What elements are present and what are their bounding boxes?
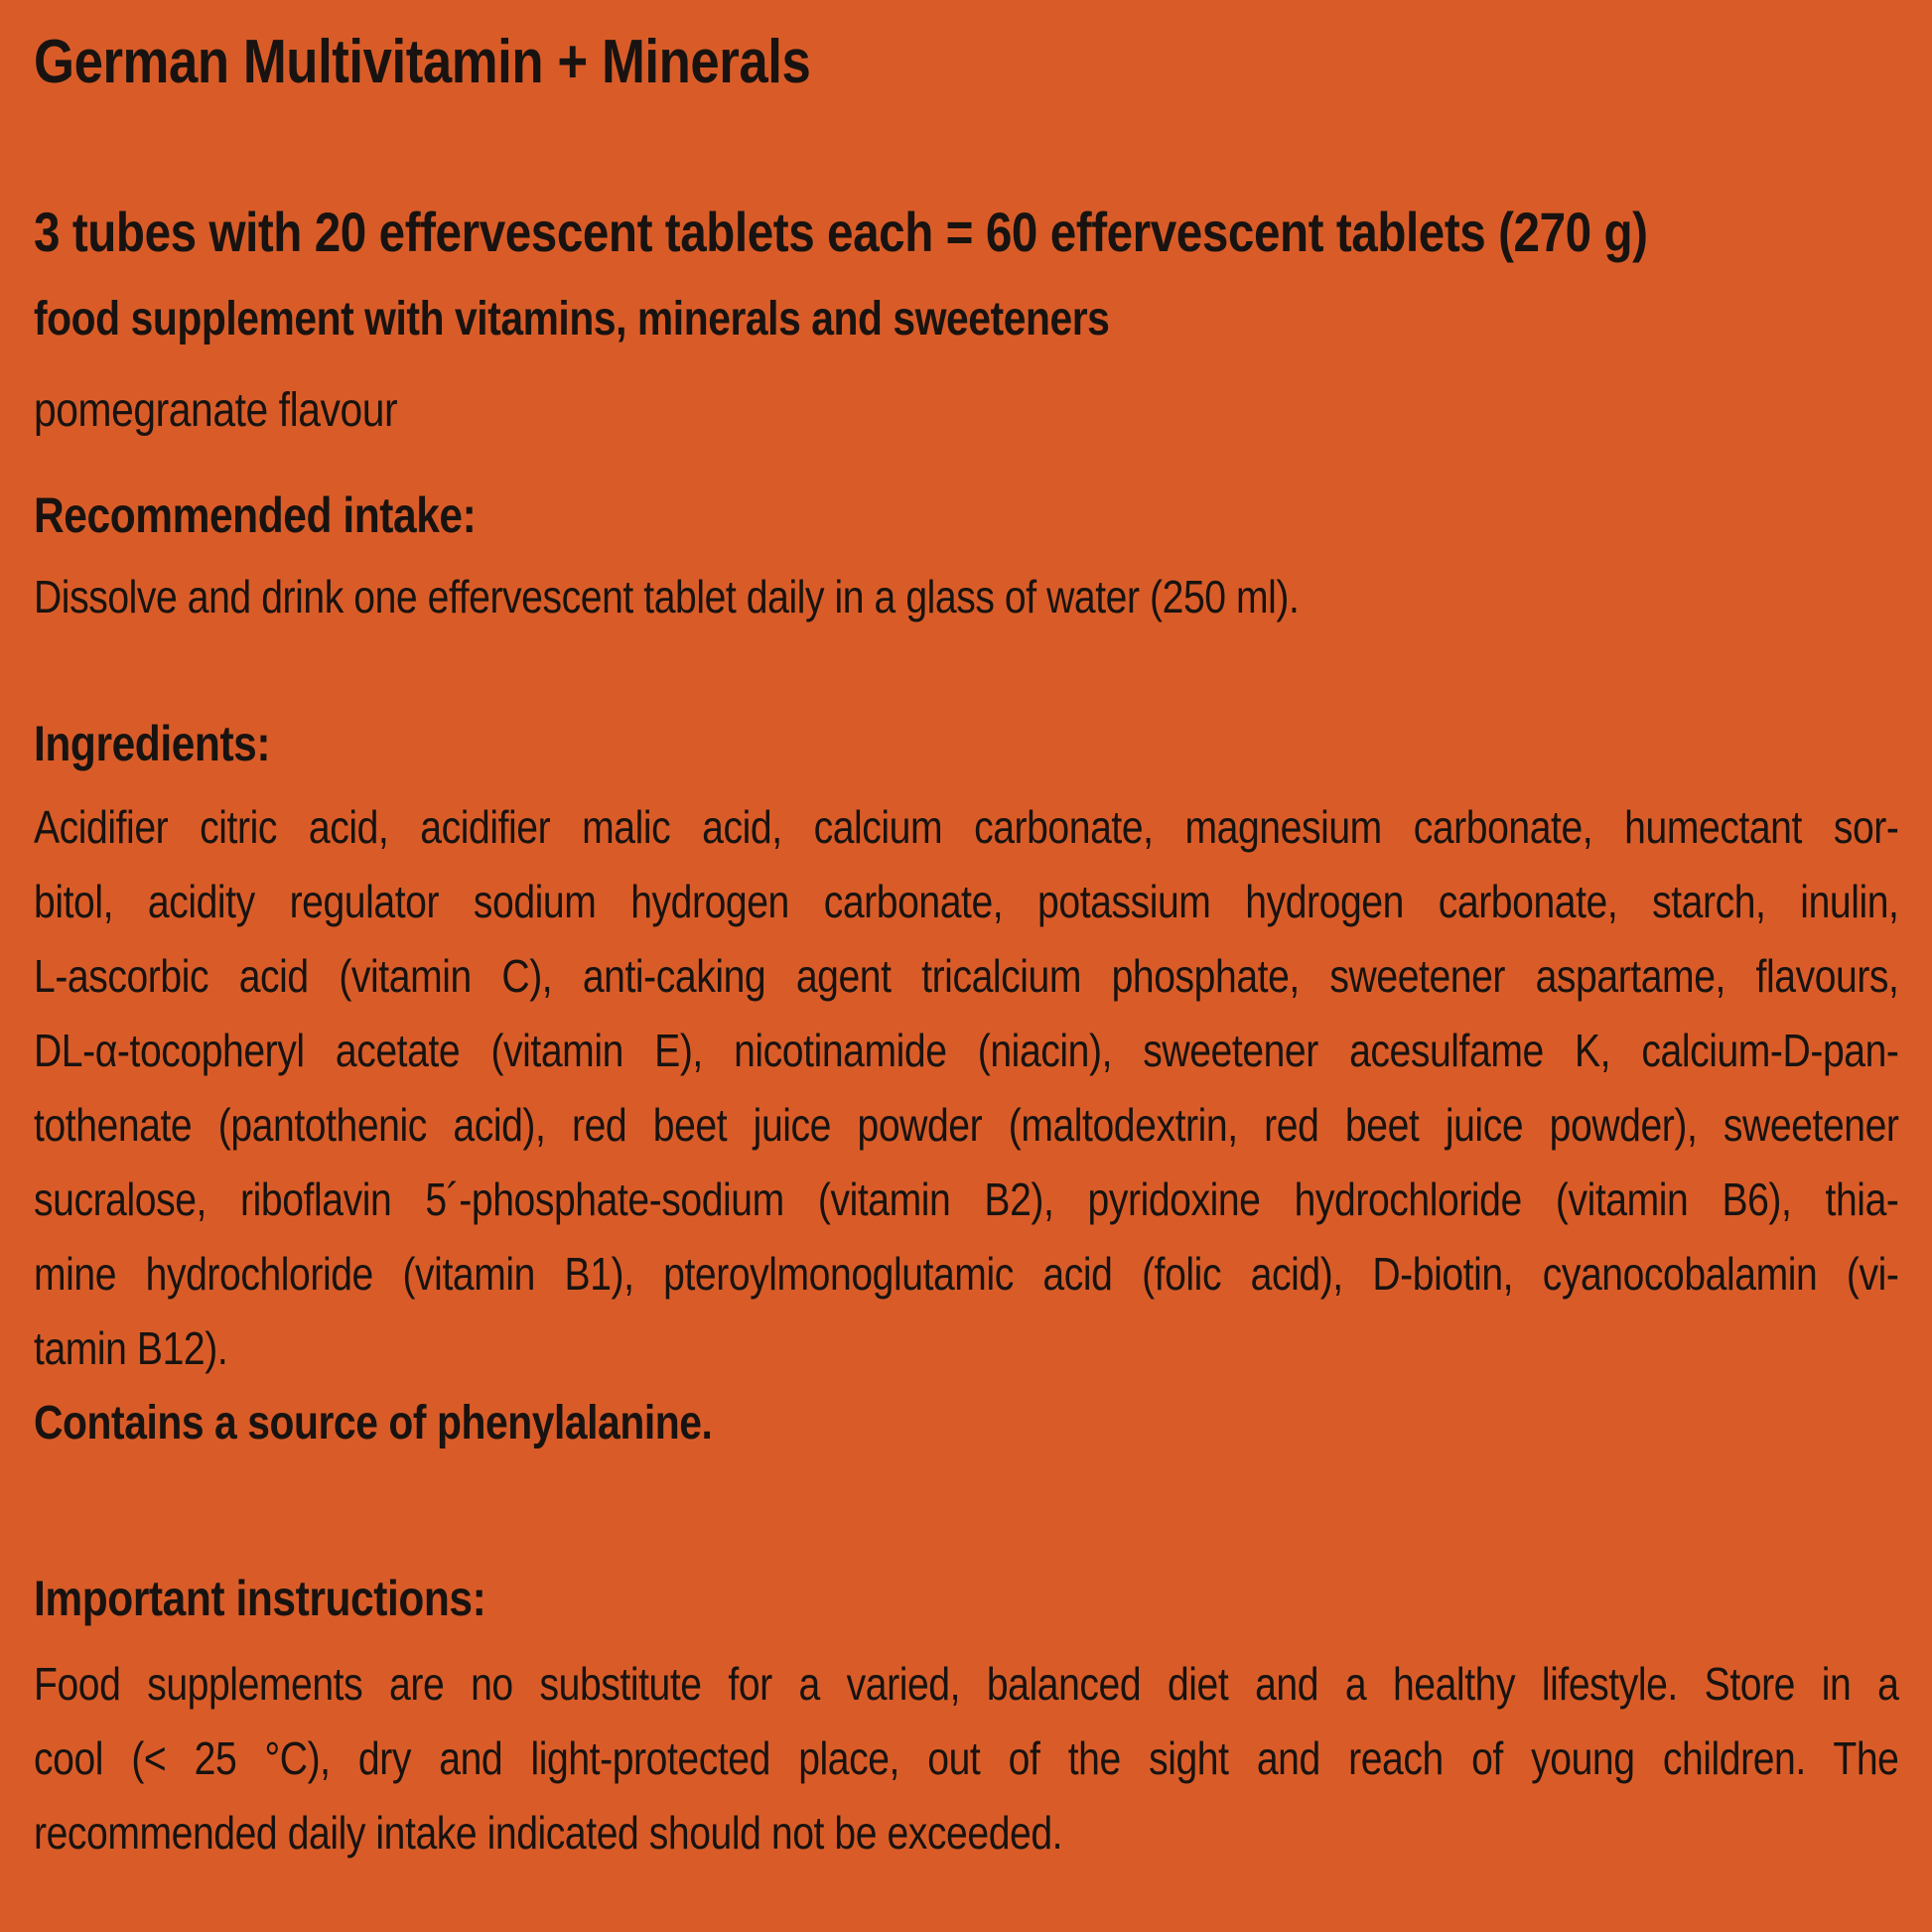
ingredients-line: tamin B12). <box>34 1322 228 1374</box>
ingredients-line: DL-α-tocopheryl acetate (vitamin E), nicotinamide (niacin), sweetener acesulfame K, calcium-D-pan- <box>34 1025 1899 1076</box>
product-title: German Multivitamin + Minerals <box>34 28 811 96</box>
ingredients-line: Acidifier citric acid, acidifier malic acid, calcium carbonate, magnesium carbonate, humectant sor- <box>34 801 1899 853</box>
ingredients-line: L-ascorbic acid (vitamin C), anti-caking agent tricalcium phosphate, sweetener aspartame, flavours, <box>34 950 1899 1002</box>
ingredients-paragraph <box>34 790 1899 1460</box>
instructions-line: recommended daily intake indicated should not be exceeded. <box>34 1807 1063 1859</box>
ingredients-line: tothenate (pantothenic acid), red beet juice powder (maltodextrin, red beet juice powder), sweetener <box>34 1099 1899 1151</box>
recommended-intake-heading: Recommended intake: <box>34 487 477 543</box>
pack-size-line: 3 tubes with 20 effervescent tablets each = 60 effervescent tablets (270 g) <box>34 201 1648 263</box>
important-instructions-heading: Important instructions: <box>34 1571 486 1626</box>
important-instructions-paragraph <box>34 1647 1899 1870</box>
ingredients-line: sucralose, riboflavin 5´-phosphate-sodium (vitamin B2), pyridoxine hydrochloride (vitamin B6), thia- <box>34 1173 1899 1225</box>
recommended-intake-body: Dissolve and drink one effervescent tablet daily in a glass of water (250 ml). <box>34 571 1300 622</box>
flavour-line: pomegranate flavour <box>34 384 398 437</box>
instructions-line: cool (< 25 °C), dry and light-protected place, out of the sight and reach of young children. The <box>34 1732 1899 1784</box>
ingredients-line: bitol, acidity regulator sodium hydrogen carbonate, potassium hydrogen carbonate, starch, inulin, <box>34 876 1899 927</box>
phenylalanine-note: Contains a source of phenylalanine. <box>34 1397 713 1449</box>
ingredients-heading: Ingredients: <box>34 716 271 771</box>
instructions-line: Food supplements are no substitute for a varied, balanced diet and a healthy lifestyle. Store in a <box>34 1658 1899 1710</box>
ingredients-line: mine hydrochloride (vitamin B1), pteroylmonoglutamic acid (folic acid), D-biotin, cyanocobalamin (vi- <box>34 1248 1899 1300</box>
product-subtitle: food supplement with vitamins, minerals and sweeteners <box>34 293 1110 345</box>
